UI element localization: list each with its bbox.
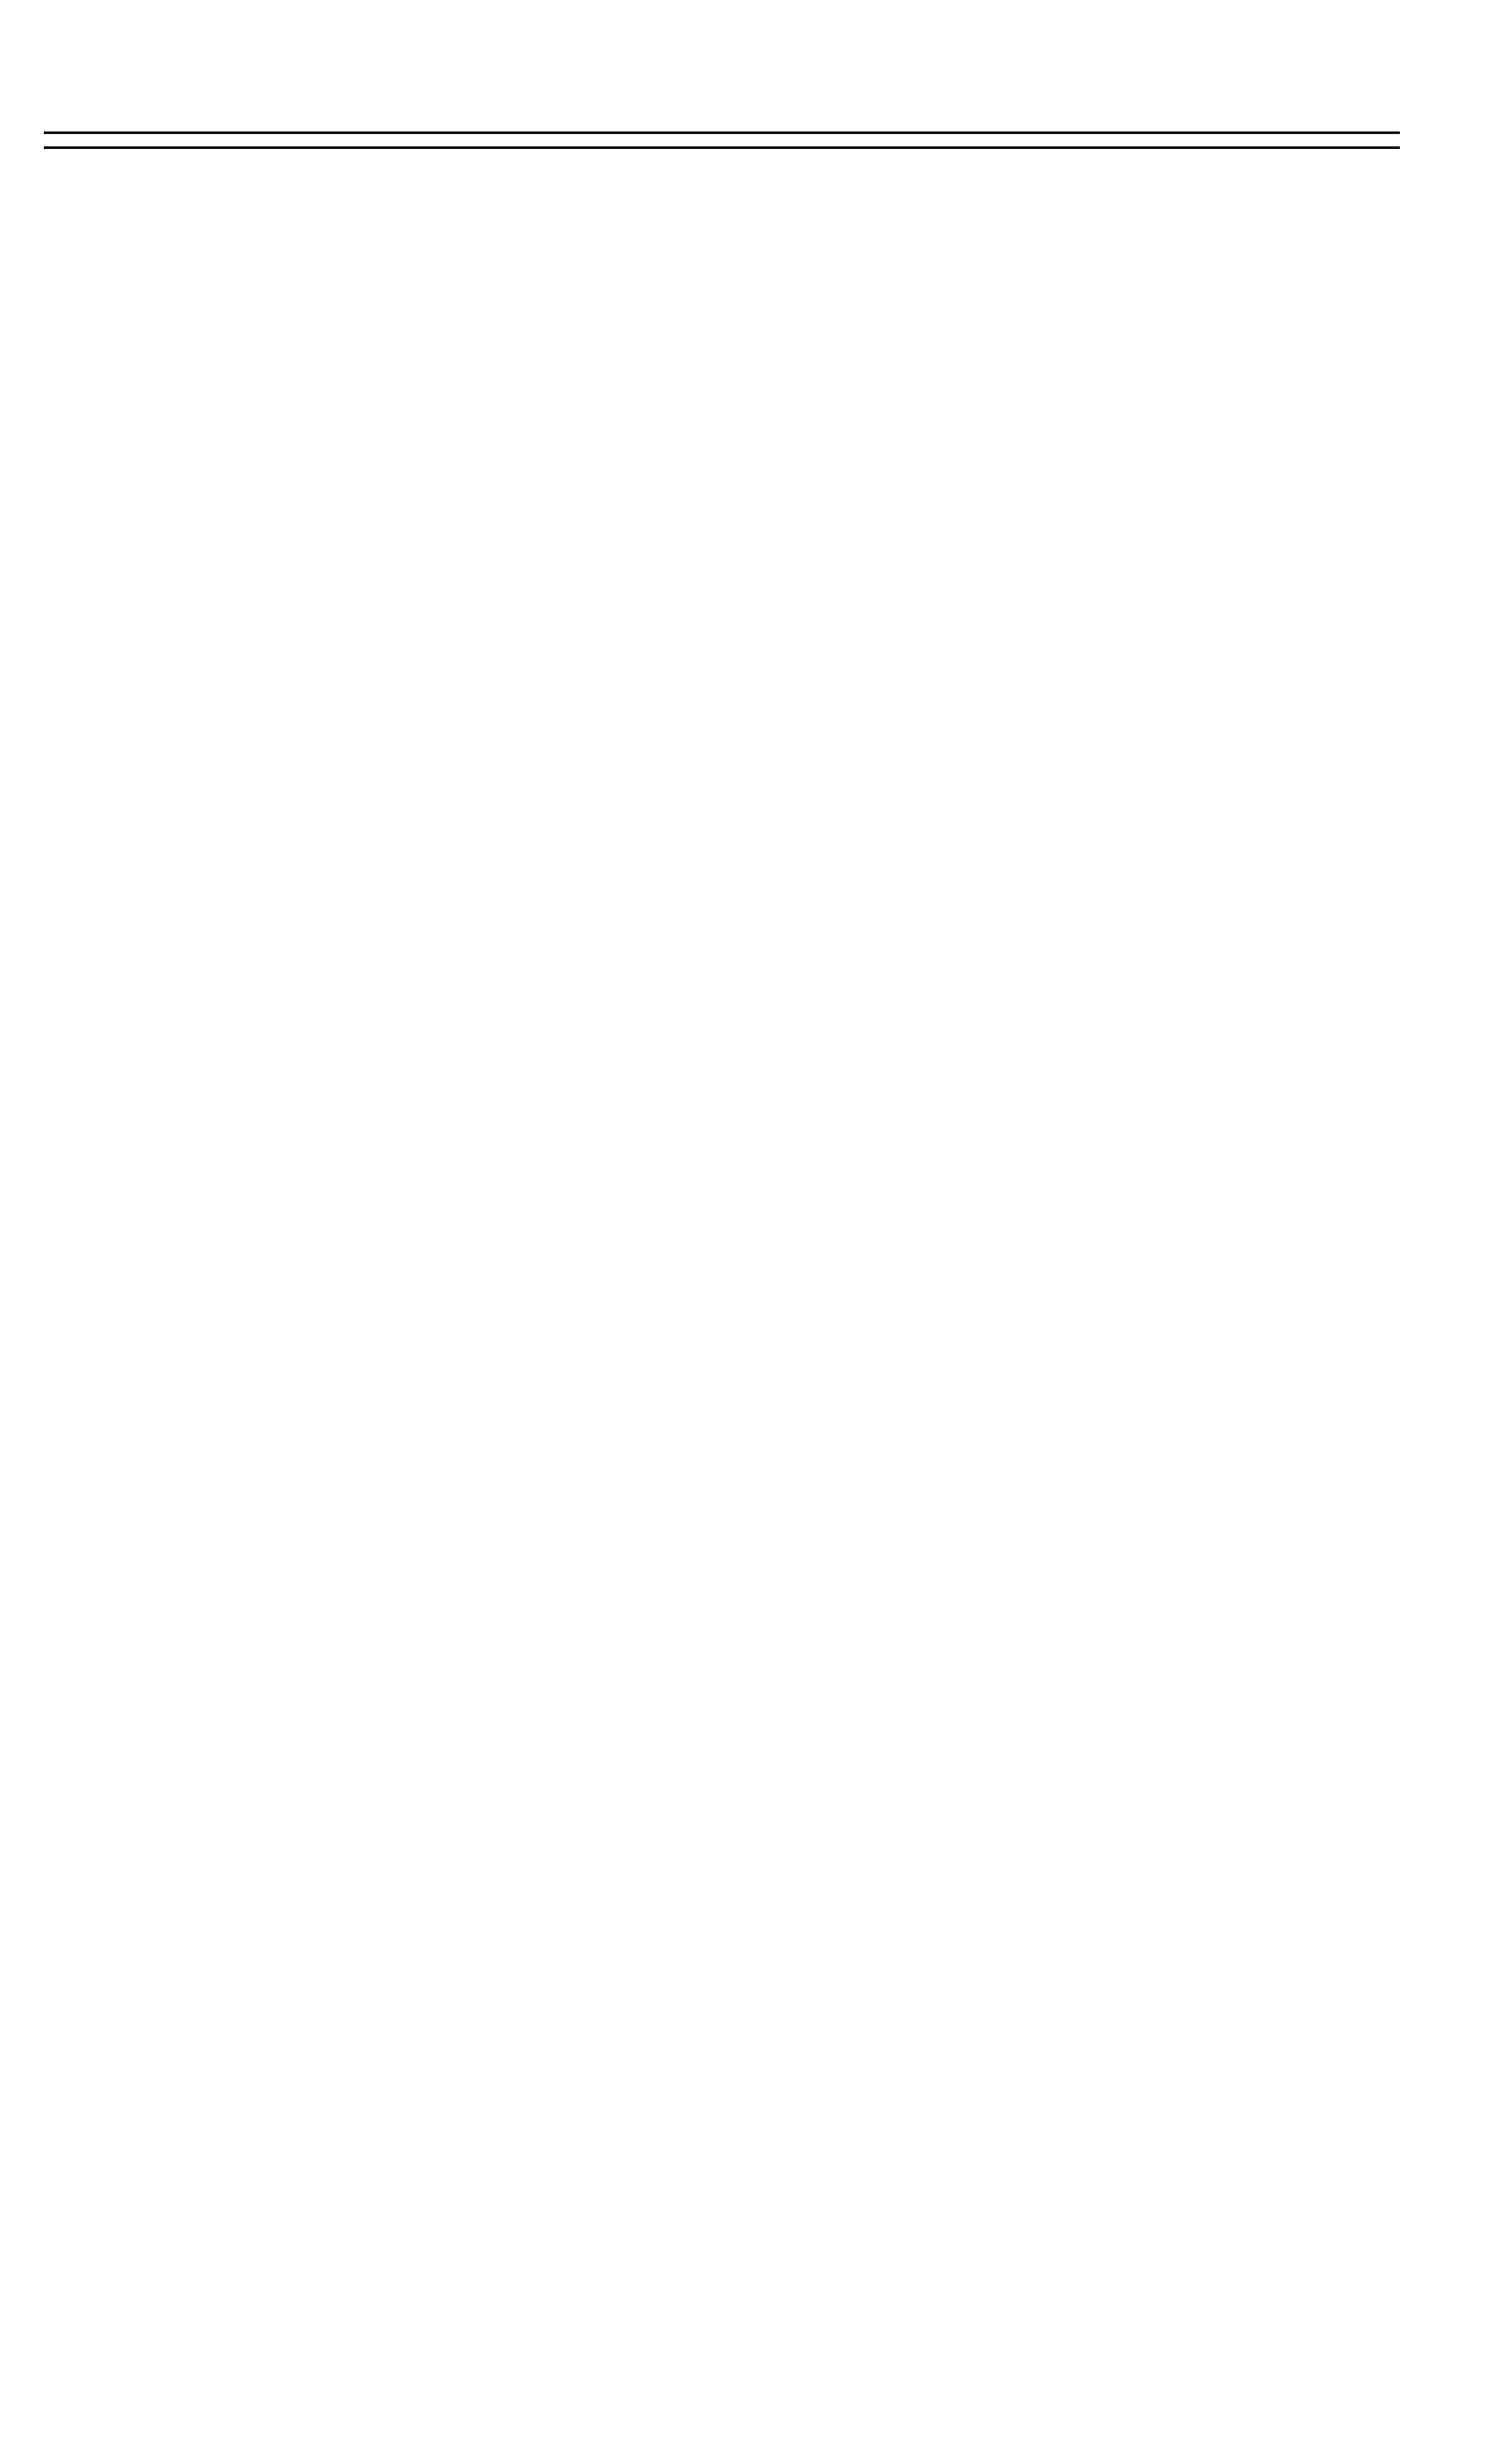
contents-header [44, 110, 1442, 171]
handwritten-annotation [18, 18, 1477, 96]
header-double-rule [44, 131, 1400, 149]
